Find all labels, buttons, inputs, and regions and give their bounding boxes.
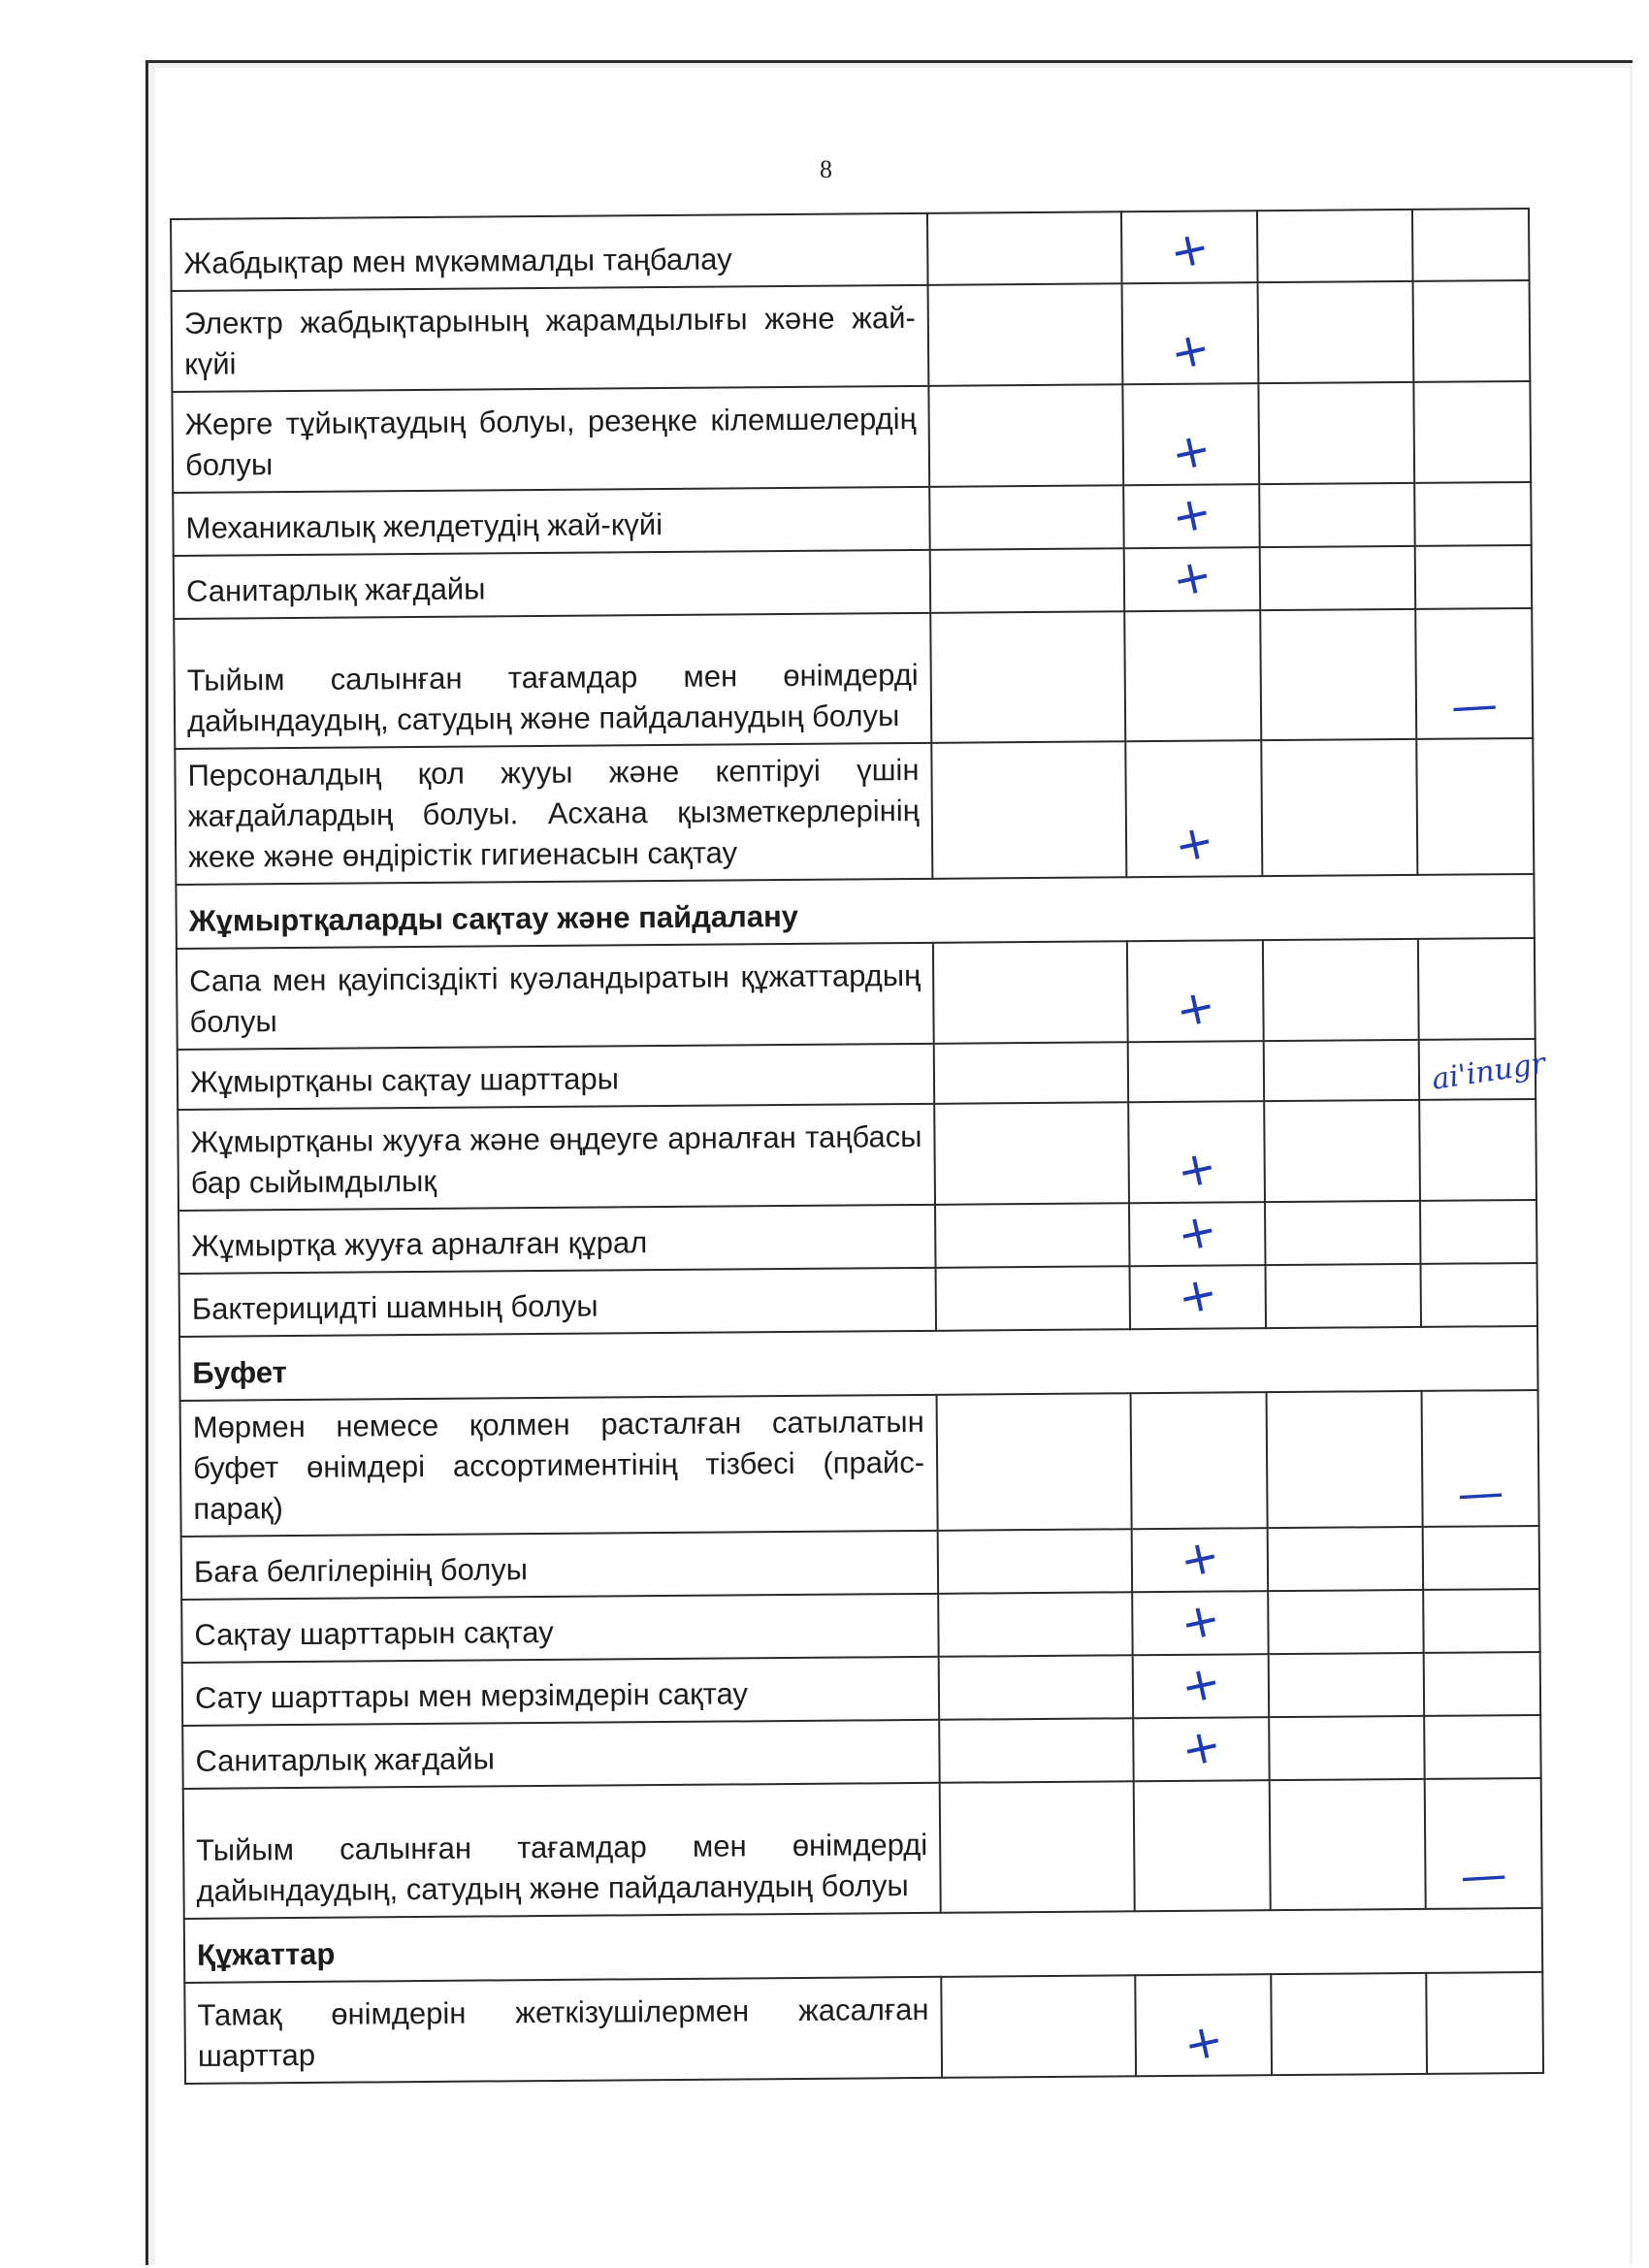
mark-cell-4 <box>1424 1652 1541 1716</box>
mark-cell-2 <box>1128 1101 1265 1203</box>
mark-cell-1 <box>934 1102 1129 1205</box>
mark-cell-1 <box>936 1266 1131 1331</box>
item-text: Механикалық желдетудің жай-күйі <box>173 487 929 556</box>
item-text: Мөрмен немесе қолмен расталған сатылатын буфет өнімдері ассортиментінің тізбесі (прайс-парақ) <box>180 1395 938 1537</box>
mark-cell-3 <box>1265 1201 1421 1265</box>
mark-cell-3 <box>1268 1527 1424 1591</box>
mark-cell-4 <box>1412 209 1530 281</box>
mark-cell-4 <box>1415 545 1533 609</box>
mark-cell-4 <box>1423 1589 1540 1653</box>
mark-cell-4 <box>1420 1200 1537 1264</box>
mark-cell-1 <box>938 1592 1133 1657</box>
section-row <box>184 1908 1542 1983</box>
mark-cell-3 <box>1257 210 1413 282</box>
mark-cell-1 <box>930 611 1125 743</box>
mark-cell-1 <box>939 1655 1134 1720</box>
mark-cell-3 <box>1260 609 1416 740</box>
plus-mark: + <box>1175 1591 1226 1653</box>
mark-cell-4 <box>1421 1263 1538 1327</box>
table-row <box>181 1526 1539 1600</box>
item-text: Санитарлық жағдайы <box>174 550 930 619</box>
plus-mark: + <box>1164 219 1214 281</box>
mark-cell-2 <box>1123 484 1260 548</box>
mark-cell-2 <box>1129 1202 1266 1266</box>
mark-cell-3 <box>1268 1590 1424 1654</box>
mark-cell-1 <box>929 485 1124 550</box>
page-number: 8 <box>820 155 832 183</box>
section-title: Жұмыртқаларды сақтау және пайдалану <box>176 874 1534 949</box>
plus-mark: + <box>1179 2012 1229 2074</box>
mark-cell-1 <box>941 1975 1136 2078</box>
section-row <box>176 874 1534 949</box>
mark-cell-2 <box>1121 211 1258 283</box>
mark-cell-4 <box>1425 1778 1542 1909</box>
mark-cell-2 <box>1128 1041 1264 1102</box>
mark-cell-1 <box>939 1718 1134 1783</box>
table-row <box>184 1972 1543 2084</box>
plus-mark: + <box>1170 978 1221 1040</box>
mark-cell-4 <box>1426 1972 1543 2074</box>
mark-cell-2 <box>1132 1528 1269 1592</box>
mark-cell-4 <box>1423 1526 1540 1590</box>
plus-mark: + <box>1167 547 1217 609</box>
mark-cell-2 <box>1122 282 1259 384</box>
table-row <box>179 1263 1537 1337</box>
mark-cell-3 <box>1258 382 1414 484</box>
plus-mark: + <box>1176 1654 1226 1716</box>
table-row <box>178 1099 1536 1211</box>
plus-mark: + <box>1175 1528 1225 1590</box>
mark-cell-3 <box>1263 939 1419 1041</box>
mark-cell-3 <box>1264 1100 1420 1202</box>
mark-cell-1 <box>934 1042 1128 1104</box>
plus-mark: + <box>1166 421 1216 483</box>
item-text: Сақтау шарттарын сақтау <box>181 1594 938 1663</box>
mark-cell-4 <box>1414 482 1532 546</box>
mark-cell-4 <box>1419 1099 1536 1201</box>
mark-cell-2 <box>1124 547 1261 611</box>
mark-cell-1 <box>928 384 1123 487</box>
table-row <box>173 482 1531 556</box>
checklist-table <box>170 208 1548 2085</box>
item-text: Электр жабдықтарының жарамдылығы және жай-күйі <box>172 285 929 392</box>
table-row <box>181 1589 1539 1663</box>
mark-cell-2 <box>1133 1654 1270 1718</box>
mark-cell-2 <box>1133 1717 1270 1781</box>
mark-cell-2 <box>1124 610 1261 741</box>
mark-cell-4 <box>1424 1715 1541 1779</box>
mark-cell-2 <box>1130 1265 1267 1329</box>
item-text: Жабдықтар мен мүкәммалды таңбалау <box>171 213 928 291</box>
mark-cell-3 <box>1264 1040 1419 1101</box>
table-row <box>172 381 1531 493</box>
mark-cell-3 <box>1259 483 1415 547</box>
table-row <box>178 1039 1536 1110</box>
item-text: Сату шарттары мен мерзімдерін сақтау <box>182 1657 939 1726</box>
table-row <box>171 209 1530 291</box>
plus-mark: + <box>1173 1265 1223 1327</box>
mark-cell-3 <box>1258 281 1414 383</box>
item-text: Санитарлық жағдайы <box>182 1720 939 1789</box>
mark-cell-1 <box>930 548 1125 613</box>
mark-cell-4 <box>1413 381 1531 483</box>
table-row <box>178 1200 1536 1274</box>
dash-mark: — <box>1458 1847 1509 1904</box>
section-title: Буфет <box>179 1326 1537 1401</box>
table-row <box>183 1778 1542 1919</box>
item-text: Жерге тұйықтаудың болуы, резеңке кілемшелердің болуы <box>172 386 929 493</box>
handwritten-note: ai'inugr <box>1429 1046 1548 1097</box>
item-text: Сапа мен қауіпсіздікті куәландыратын құжаттардың болуы <box>177 943 934 1050</box>
mark-cell-1 <box>940 1781 1135 1913</box>
mark-cell-4 <box>1413 280 1531 382</box>
item-text: Жұмыртқа жууға арналған құрал <box>178 1205 935 1274</box>
plus-mark: + <box>1169 813 1219 875</box>
mark-cell-4 <box>1419 1039 1548 1100</box>
mark-cell-2 <box>1132 1591 1269 1655</box>
mark-cell-2 <box>1122 383 1259 485</box>
item-text: Жұмыртқаны жууға және өңдеуге арналған таңбасы бар сыйымдылық <box>178 1104 935 1211</box>
item-text: Тамақ өнімдерін жеткізушілермен жасалған шарттар <box>184 1977 942 2084</box>
item-text: Тыйым салынған тағамдар мен өнімдерді дайындаудың, сатудың және пайдаланудың болуы <box>174 613 931 749</box>
table-row <box>174 608 1533 749</box>
plus-mark: + <box>1172 1139 1222 1201</box>
plus-mark: + <box>1165 320 1215 382</box>
item-text: Баға белгілерінің болуы <box>181 1531 938 1600</box>
mark-cell-1 <box>938 1529 1133 1594</box>
table-row <box>177 938 1536 1050</box>
dash-mark: — <box>1455 1465 1506 1522</box>
plus-mark: + <box>1176 1717 1227 1779</box>
mark-cell-4 <box>1422 1390 1539 1527</box>
mark-cell-1 <box>937 1393 1132 1531</box>
mark-cell-2 <box>1127 940 1264 1042</box>
plus-mark: + <box>1166 484 1217 546</box>
plus-mark: + <box>1172 1202 1222 1264</box>
mark-cell-3 <box>1269 1716 1425 1780</box>
mark-cell-2 <box>1131 1392 1268 1529</box>
table-row <box>180 1390 1539 1537</box>
mark-cell-1 <box>927 211 1122 285</box>
table-row <box>182 1652 1540 1726</box>
table-row <box>182 1715 1540 1789</box>
item-text: Персоналдың қол жууы және кептіруі үшін жағдайлардың болуы. Асхана қызметкерлерінің жеке және өндірістік гигиенасын сақтау <box>175 743 932 885</box>
mark-cell-3 <box>1270 1779 1426 1910</box>
mark-cell-4 <box>1415 608 1533 739</box>
table-row <box>174 545 1532 619</box>
mark-cell-4 <box>1416 738 1534 875</box>
mark-cell-1 <box>931 741 1126 879</box>
mark-cell-2 <box>1125 740 1262 877</box>
item-text: Бактерицидті шамның болуы <box>179 1268 936 1337</box>
mark-cell-3 <box>1267 1391 1423 1528</box>
table-row <box>172 280 1531 392</box>
mark-cell-2 <box>1135 1974 1272 2076</box>
mark-cell-1 <box>933 941 1128 1044</box>
mark-cell-3 <box>1266 1264 1422 1328</box>
dash-mark: — <box>1449 677 1500 734</box>
mark-cell-2 <box>1134 1780 1271 1911</box>
table-row <box>175 738 1534 885</box>
mark-cell-1 <box>935 1203 1130 1268</box>
mark-cell-4 <box>1418 938 1536 1040</box>
section-title: Құжаттар <box>184 1908 1542 1983</box>
item-text: Тыйым салынған тағамдар мен өнімдерді дайындаудың, сатудың және пайдаланудың болуы <box>183 1783 941 1919</box>
mark-cell-3 <box>1271 1973 1427 2075</box>
section-row <box>179 1326 1537 1401</box>
item-text: Жұмыртқаны сақтау шарттары <box>178 1044 934 1110</box>
mark-cell-3 <box>1269 1653 1425 1717</box>
mark-cell-3 <box>1260 546 1416 610</box>
mark-cell-3 <box>1261 739 1417 876</box>
mark-cell-1 <box>928 283 1123 386</box>
